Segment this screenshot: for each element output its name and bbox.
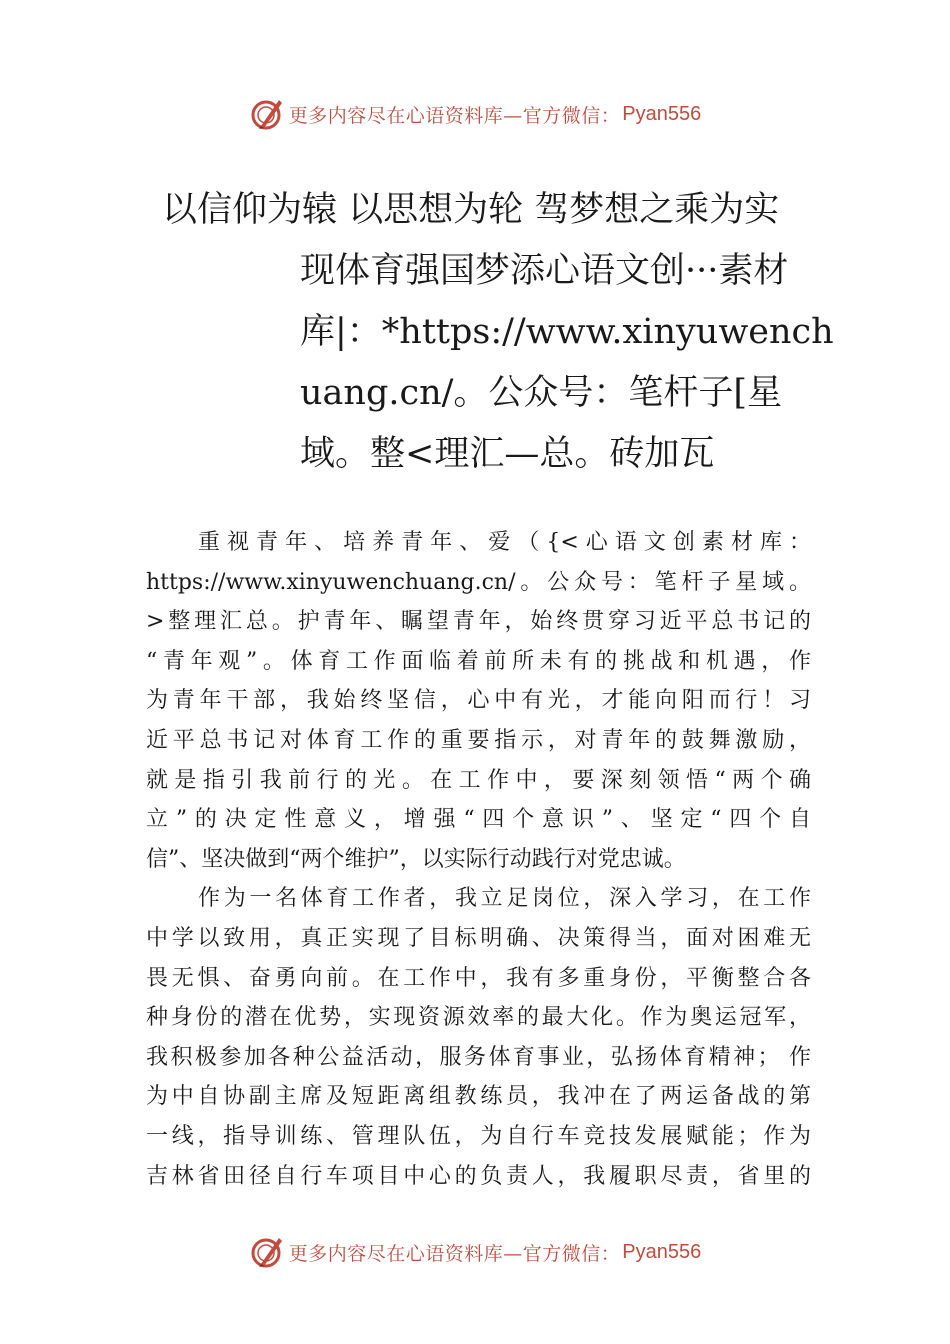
title-line: 库|：*https://www.xinyuwench bbox=[300, 312, 834, 352]
footer-banner-content bbox=[249, 1234, 701, 1270]
body-line: 立”的决定性意义，增强“四个意识”、坚定“四个自 bbox=[146, 807, 811, 833]
document-title bbox=[0, 180, 950, 485]
body-line: 作为一名体育工作者，我立足岗位，深入学习，在工作 bbox=[198, 886, 811, 912]
footer-banner bbox=[0, 1232, 950, 1272]
banner-text: 更多内容尽在心语资料库—官方微信： bbox=[288, 1242, 621, 1265]
body-line: 就是指引我前行的光。在工作中，要深刻领悟“两个确 bbox=[146, 767, 811, 793]
title-line: 现体育强国梦添心语文创···素材 bbox=[300, 251, 789, 291]
title-line: uang.cn/。公众号：笔杆子[星 bbox=[300, 373, 783, 413]
body-line: 我积极参加各种公益活动，服务体育事业，弘扬体育精神； 作 bbox=[146, 1044, 811, 1070]
body-line: 为青年干部，我始终坚信，心中有光，才能向阳而行！习 bbox=[146, 688, 811, 714]
banner-wechat-handle: Pyan556 bbox=[622, 1240, 702, 1263]
body-line: https://www.xinyuwenchuang.cn/。公众号：笔杆子星域。 bbox=[146, 569, 811, 595]
header-banner bbox=[0, 94, 950, 134]
banner-text: 更多内容尽在心语资料库—官方微信： bbox=[288, 104, 621, 127]
body-line: 重视青年、培养青年、爱（{<心语文创素材库： bbox=[198, 530, 811, 555]
body-line: 为中自协副主席及短距离组教练员，我冲在了两运备战的第 bbox=[146, 1084, 811, 1110]
body-line: 近平总书记对体育工作的重要指示，对青年的鼓舞激励， bbox=[146, 727, 811, 753]
body-line: 吉林省田径自行车项目中心的负责人，我履职尽责，省里的 bbox=[146, 1163, 811, 1189]
title-line: 域。整<理汇—总。砖加瓦 bbox=[300, 434, 715, 474]
body-line: 中学以致用，真正实现了目标明确、决策得当，面对困难无 bbox=[146, 925, 811, 951]
body-line: 一线，指导训练、管理队伍，为自行车竞技发展赋能；作为 bbox=[146, 1123, 811, 1149]
body-line: 信”、坚决做到“两个维护”，以实际行动践行对党忠诚。 bbox=[146, 846, 686, 872]
document-body bbox=[146, 523, 811, 1196]
body-line: 畏无惧、奋勇向前。在工作中，我有多重身份，平衡整合各 bbox=[146, 965, 811, 991]
banner-wechat-handle: Pyan556 bbox=[622, 102, 702, 125]
title-line: 以信仰为辕 以思想为轮 驾梦想之乘为实 bbox=[162, 190, 780, 230]
pen-in-circle-logo bbox=[249, 1234, 285, 1270]
body-line: “青年观”。体育工作面临着前所未有的挑战和机遇，作 bbox=[146, 648, 811, 674]
body-line: 种身份的潜在优势，实现资源效率的最大化。作为奥运冠军， bbox=[146, 1005, 811, 1031]
pen-in-circle-logo bbox=[249, 96, 285, 132]
header-banner-content bbox=[249, 96, 701, 132]
body-line: >整理汇总。护青年、瞩望青年，始终贯穿习近平总书记的 bbox=[146, 609, 811, 635]
